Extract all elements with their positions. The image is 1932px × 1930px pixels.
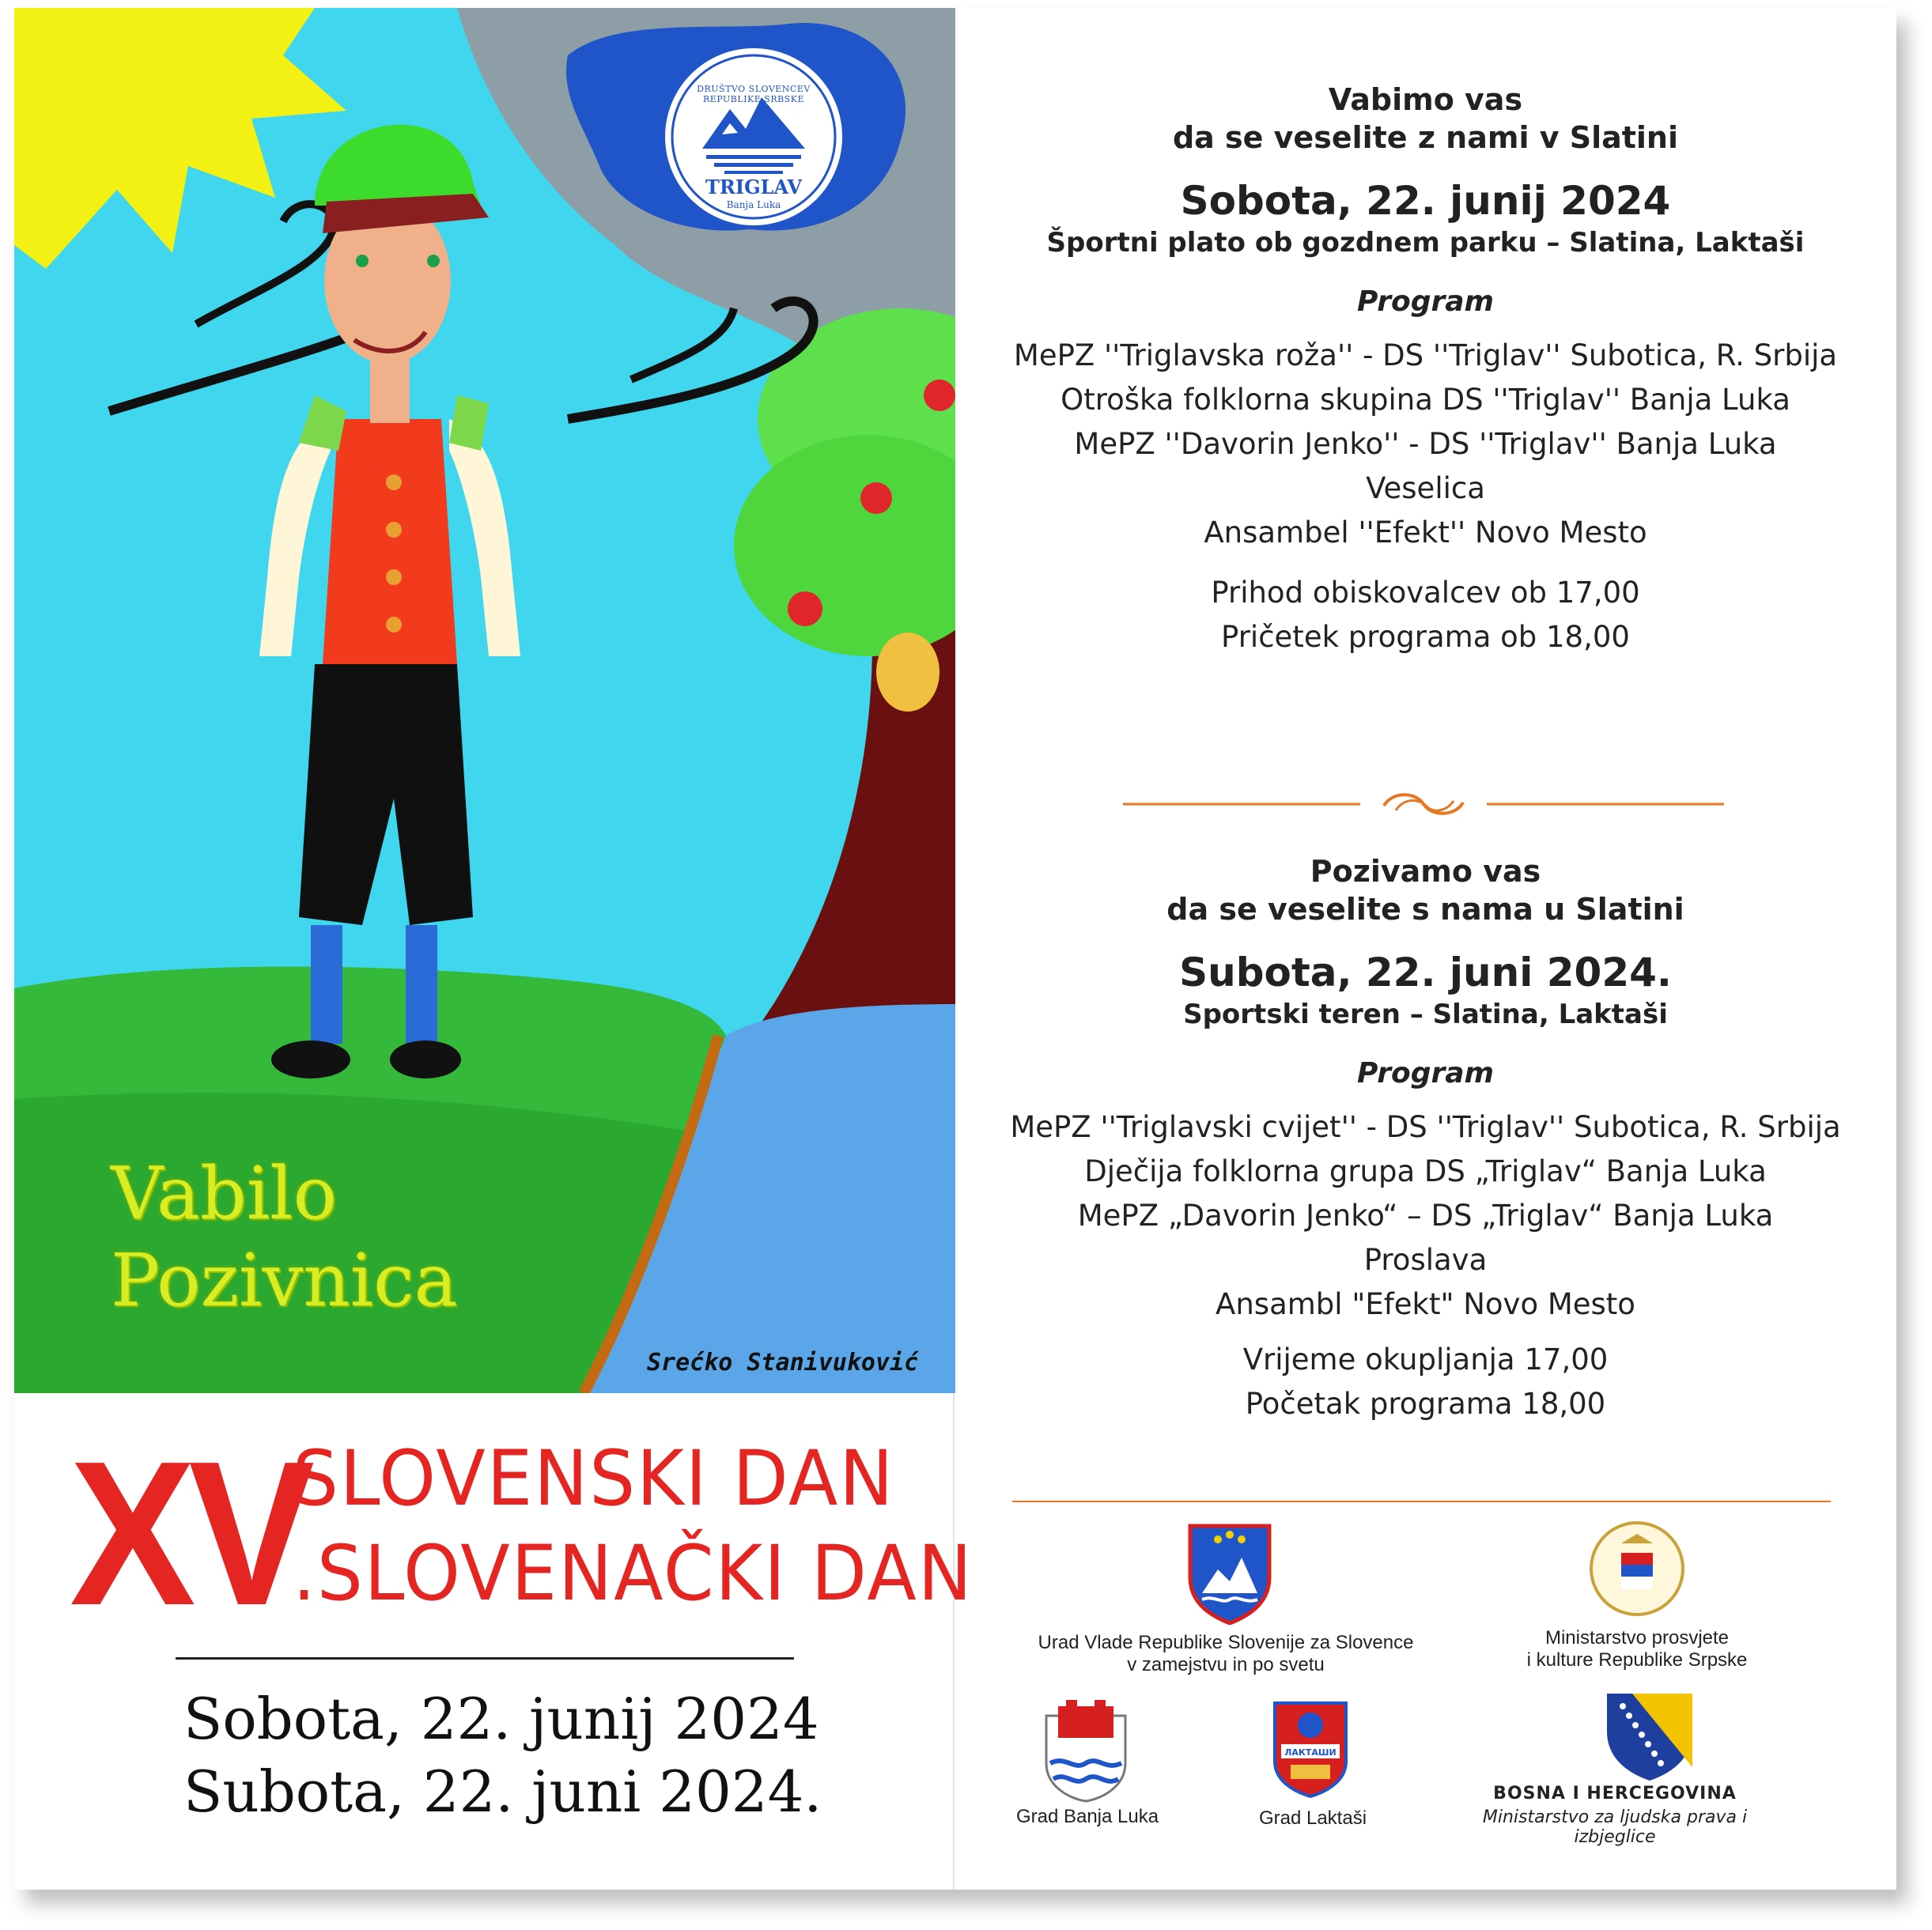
banja-luka-caption: Grad Banja Luka [1015, 1806, 1159, 1827]
slovene-times [957, 571, 1894, 659]
serbian-program-label: Program [1356, 1057, 1495, 1090]
slovene-arrival-time: Prihod obiskovalcev ob 17,00 [1211, 576, 1640, 610]
list-item: Ansambl "Efekt" Novo Mesto [1216, 1287, 1635, 1321]
slovene-date: Sobota, 22. junij 2024 [1180, 178, 1671, 224]
slovene-program-list [957, 334, 1894, 555]
slovene-venue: Športni plato ob gozdnem parku – Slatina, Laktaši [1046, 227, 1805, 259]
serbian-times [957, 1338, 1894, 1426]
serbian-invite-line2: da se veselite s nama u Slatini [1166, 892, 1684, 927]
slovenia-office-line1: Urad Vlade Republike Slovenije za Slovence [1038, 1632, 1414, 1653]
serbian-program-list [957, 1105, 1894, 1327]
slovene-start-time: Pričetek programa ob 18,00 [1221, 620, 1630, 654]
slovene-program-label: Program [1356, 285, 1495, 318]
serbian-invite-line1: Pozivamo vas [1310, 854, 1541, 889]
title-line-slovene: SLOVENSKI DAN [293, 1434, 895, 1523]
serbian-start-time: Početak programa 18,00 [1245, 1387, 1606, 1421]
roman-numeral: XV [70, 1419, 308, 1649]
slovenia-office-line2: v zamejstvu in po svetu [1127, 1654, 1325, 1675]
cover-title-line2: Pozivnica [111, 1238, 458, 1323]
divider-left [176, 1657, 794, 1660]
list-item: Otroška folklorna skupina DS ''Triglav'' Banja Luka [1061, 383, 1790, 417]
bih-title: BOSNA I HERCEGOVINA [1493, 1784, 1737, 1803]
serbian-section [957, 852, 1894, 1426]
laktasi-crest-text: ЛАКТАШИ [1284, 1747, 1337, 1758]
seal-name: TRIGLAV [705, 176, 802, 198]
rs-ministry-line2: i kulture Republike Srpske [1526, 1649, 1748, 1671]
cover-date-serbian: Subota, 22. juni 2024. [183, 1758, 822, 1825]
laktasi-caption: Grad Laktaši [1258, 1807, 1367, 1829]
list-item: MePZ ''Triglavski cvijet'' - DS ''Triglav'' Subotica, R. Srbija [1010, 1110, 1841, 1144]
republika-srpska-ministry-emblem-icon [1588, 1520, 1686, 1618]
cover-title-line1: Vabilo [111, 1151, 337, 1236]
divider-right [1012, 1501, 1831, 1502]
list-item: Ansambel ''Efekt'' Novo Mesto [1204, 516, 1647, 550]
list-item: MePZ ''Davorin Jenko'' - DS ''Triglav'' Banja Luka [1074, 427, 1777, 461]
list-item: Dječija folklorna grupa DS „Triglav“ Banja Luka [1084, 1154, 1767, 1188]
serbian-date: Subota, 22. juni 2024. [1179, 950, 1672, 995]
list-item: Veselica [1366, 471, 1485, 505]
serbian-gathering-time: Vrijeme okupljanja 17,00 [1242, 1343, 1609, 1377]
title-line-serbian: .SLOVENAČKI DAN [293, 1529, 974, 1618]
list-item: MePZ „Davorin Jenko“ – DS „Triglav“ Banja Luka [1077, 1199, 1774, 1233]
list-item: Proslava [1363, 1243, 1488, 1277]
cover-title [111, 1150, 457, 1324]
seal-city: Banja Luka [726, 199, 781, 210]
rs-ministry-caption [1487, 1627, 1787, 1671]
slovene-invite-line2: da se veselite z nami v Slatini [1172, 120, 1679, 155]
slovenia-office-caption [1020, 1632, 1431, 1676]
bosnia-herzegovina-coat-of-arms-icon [1605, 1692, 1694, 1783]
artist-signature: Srećko Stanivuković [647, 1349, 919, 1377]
list-item: MePZ ''Triglavska roža'' - DS ''Triglav'' Subotica, R. Srbija [1013, 338, 1838, 372]
banja-luka-coat-of-arms-icon [1042, 1700, 1129, 1803]
bih-ministry: Ministarstvo za ljudska prava i izbjeglice [1482, 1807, 1748, 1847]
seal-ring-text: DRUŠTVO SLOVENCEV REPUBLIKE SRBSKE [697, 84, 811, 104]
slovene-section [957, 81, 1894, 659]
serbian-venue: Sportski teren – Slatina, Laktaši [1183, 999, 1668, 1030]
ornament-divider-icon [1123, 787, 1724, 821]
slovene-invite-line1: Vabimo vas [1328, 82, 1523, 117]
slovenia-coat-of-arms-icon [1186, 1522, 1273, 1625]
cover-dates [183, 1683, 822, 1828]
rs-ministry-line1: Ministarstvo prosvjete [1544, 1627, 1730, 1649]
cover-date-slovene: Sobota, 22. junij 2024 [183, 1686, 819, 1752]
